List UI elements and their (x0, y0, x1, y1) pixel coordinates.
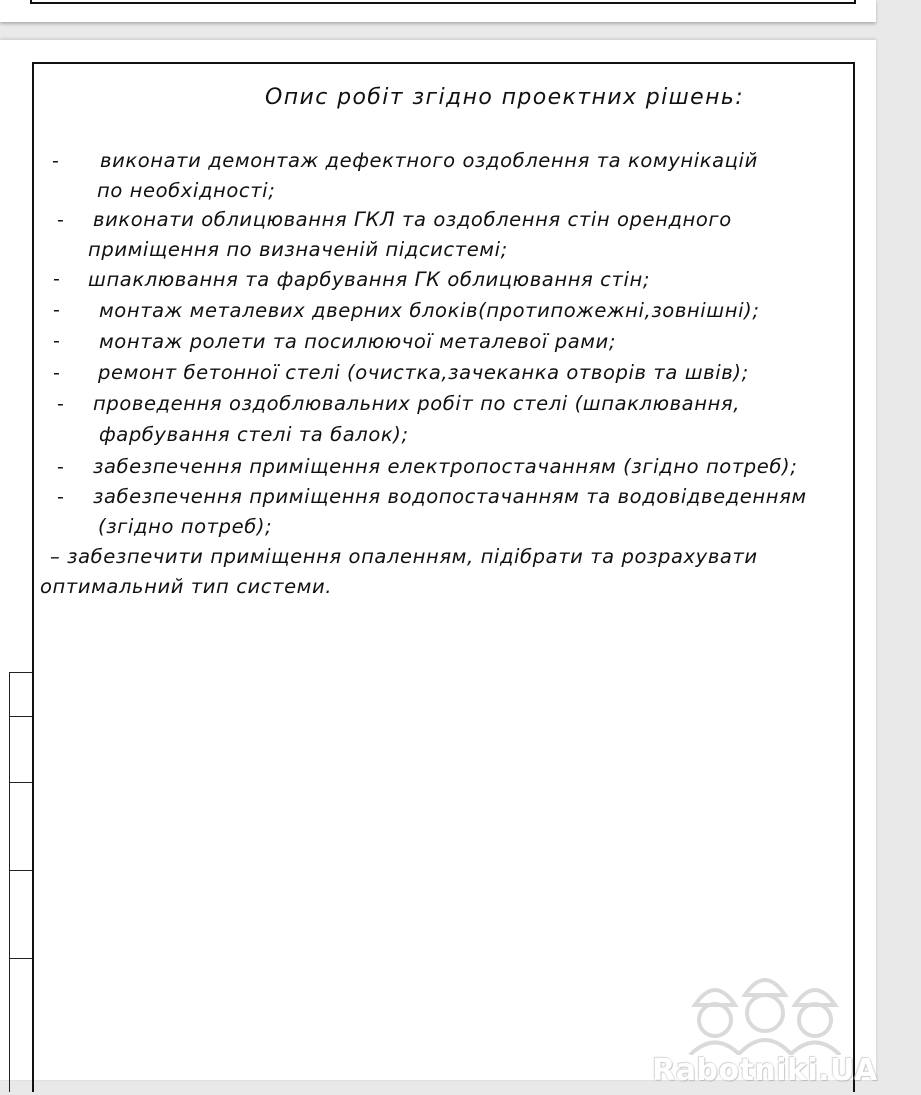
bullet-dash: - (57, 209, 64, 231)
bullet-dash: - (53, 362, 60, 384)
list-item: проведення оздоблювальних робіт по стелі (шпаклювання, (93, 392, 741, 415)
list-item: монтаж металевих дверних блоків(протипожежні,зовнішні); (99, 299, 760, 322)
bullet-dash: - (53, 299, 60, 321)
previous-page-frame (30, 0, 856, 4)
side-stamp-strip (9, 672, 32, 1092)
watermark-text: Rabotniki.UA (652, 1053, 878, 1088)
list-item: фарбування стелі та балок); (99, 423, 409, 446)
list-item: забезпечення приміщення водопостачанням та водовідведенням (93, 485, 807, 508)
list-item: – забезпечити приміщення опаленням, підібрати та розрахувати (50, 545, 758, 568)
list-item: по необхідності; (97, 179, 276, 202)
watermark (640, 965, 890, 1095)
stamp-line (10, 716, 33, 717)
stamp-line (10, 958, 33, 959)
list-item: (згідно потреб); (98, 515, 273, 538)
bullet-dash: - (52, 150, 59, 172)
bullet-dash: - (57, 393, 64, 415)
drawing-sheet (0, 40, 878, 1088)
list-item: приміщення по визначеній підсистемі; (88, 238, 508, 261)
bullet-dash: - (57, 456, 64, 478)
bullet-dash: - (53, 330, 60, 352)
stamp-line (10, 672, 33, 673)
page-title: Опис робіт згідно проектних рішень: (265, 85, 745, 110)
bullet-dash: - (53, 268, 60, 290)
list-item: оптимальний тип системи. (40, 575, 333, 598)
list-item: виконати демонтаж дефектного оздоблення та комунікацій (100, 149, 758, 172)
stamp-line (10, 782, 33, 783)
list-item: забезпечення приміщення електропостачанням (згідно потреб); (93, 455, 798, 478)
workers-logo-icon (640, 965, 890, 1055)
bullet-dash: - (57, 486, 64, 508)
list-item: шпаклювання та фарбування ГК облицювання стін; (88, 268, 650, 291)
previous-page-edge (0, 0, 876, 22)
list-item: монтаж ролети та посилюючої металевої рами; (99, 330, 617, 353)
stamp-line (10, 870, 33, 871)
list-item: ремонт бетонної стелі (очистка,зачеканка отворів та швів); (98, 361, 749, 384)
list-item: виконати облицювання ГКЛ та оздоблення стін орендного (93, 208, 732, 231)
